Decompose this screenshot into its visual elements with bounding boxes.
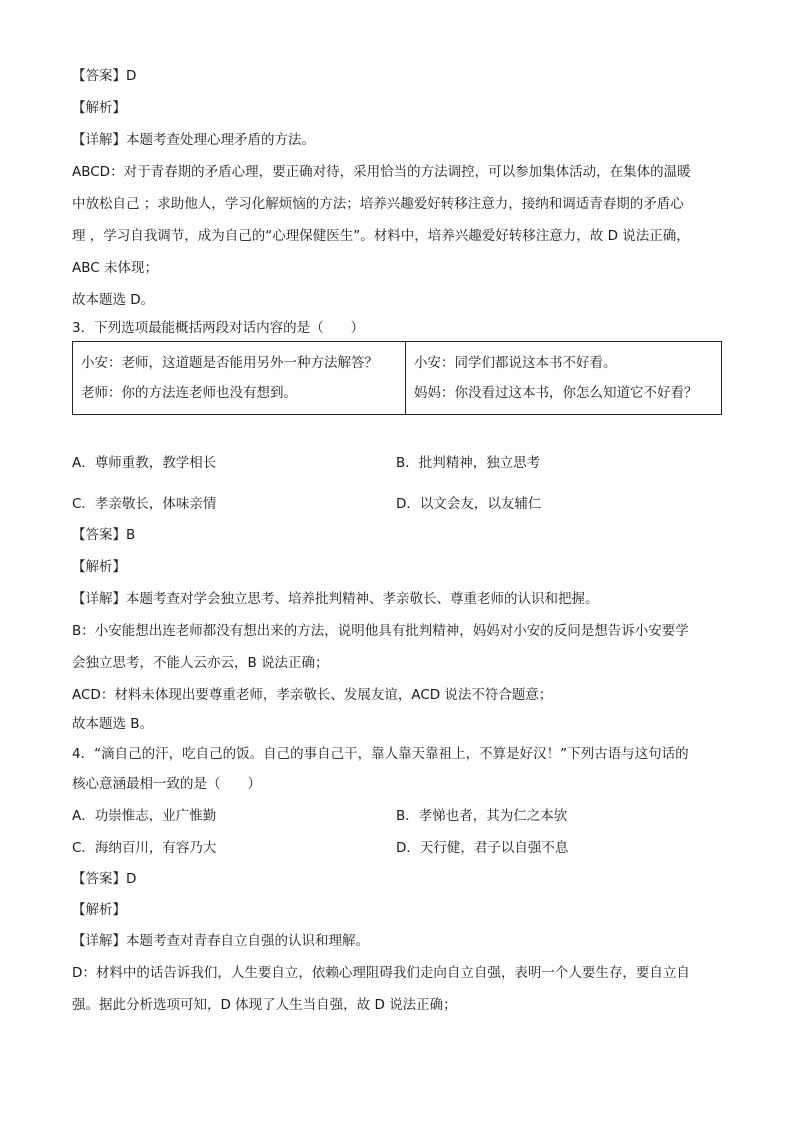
q4-stem-line: 核心意涵最相一致的是（ ） [72, 776, 261, 792]
q4-option-c: C．海纳百川，有容乃大 [72, 840, 217, 856]
q2-detail-line: 【详解】本题考查处理心理矛盾的方法。 [72, 132, 315, 148]
q4-option-a: A．功崇惟志，业广惟勤 [72, 808, 217, 824]
q3-detail-line: B：小安能想出连老师都没有想出来的方法，说明他具有批判精神，妈妈对小安的反问是想告诉小安要学 [72, 623, 689, 639]
q4-detail-line: 【详解】本题考查对青春自立自强的认识和理解。 [72, 933, 369, 949]
q3-option-c: C．孝亲敬长，体味亲情 [72, 496, 217, 512]
dialogue-line: 老师：你的方法连老师也没有想到。 [81, 385, 297, 401]
q4-option-b: B．孝悌也者，其为仁之本欤 [396, 808, 568, 824]
q4-answer: 【答案】D [72, 871, 137, 887]
dialogue-cell-mother [406, 342, 722, 415]
q4-analysis-label: 【解析】 [72, 902, 126, 918]
dialogue-line: 妈妈：你没看过这本书，你怎么知道它不好看？ [414, 385, 698, 401]
q3-detail-line: 【详解】本题考查对学会独立思考、培养批判精神、孝亲敬长、尊重老师的认识和把握。 [72, 591, 599, 607]
q3-stem: 3．下列选项最能概括两段对话内容的是（ ） [72, 320, 365, 336]
q3-detail-line: 故本题选 B。 [72, 716, 154, 732]
q3-detail-line: ACD：材料未体现出要尊重老师，孝亲敬长、发展友谊，ACD 说法不符合题意； [72, 687, 553, 703]
q3-dialogue-table [72, 341, 722, 415]
q3-analysis-label: 【解析】 [72, 559, 126, 575]
q2-answer: 【答案】D [72, 68, 137, 84]
q4-detail-line: D：材料中的话告诉我们，人生要自立，依赖心理阻碍我们走向自立自强，表明一个人要生存，要自立自 [72, 965, 690, 981]
q3-option-a: A．尊师重教，教学相长 [72, 455, 217, 471]
q3-answer: 【答案】B [72, 527, 136, 543]
q2-detail-line: 故本题选 D。 [72, 292, 155, 308]
q2-detail-line: ABCD：对于青春期的矛盾心理，要正确对待，采用恰当的方法调控，可以参加集体活动，在集体的温暖 [72, 164, 691, 180]
q2-detail-line: ABC 未体现； [72, 260, 158, 276]
q4-stem-line: 4．“滴自己的汗，吃自己的饭。自己的事自己干，靠人靠天靠祖上，不算是好汉！”下列古语与这句话的 [72, 746, 689, 762]
q2-detail-line: 中放松自己 ；求助他人，学习化解烦恼的方法；培养兴趣爱好转移注意力，接纳和调适青春期的矛盾心 [72, 196, 684, 212]
dialogue-line: 小安：同学们都说这本书不好看。 [414, 355, 617, 371]
q3-option-b: B．批判精神，独立思考 [396, 455, 541, 471]
q4-option-d: D．天行健，君子以自强不息 [396, 840, 569, 856]
q2-detail-line: 理 ，学习自我调节，成为自己的“心理保健医生”。材料中，培养兴趣爱好转移注意力，故 D 说法正确， [72, 228, 690, 244]
q2-analysis-label: 【解析】 [72, 100, 126, 116]
q3-detail-line: 会独立思考，不能人云亦云，B 说法正确； [72, 655, 329, 671]
q4-detail-line: 强。据此分析选项可知，D 体现了人生当自强，故 D 说法正确； [72, 997, 457, 1013]
q3-option-d: D．以文会友，以友辅仁 [396, 496, 542, 512]
dialogue-cell-teacher [73, 342, 406, 415]
dialogue-line: 小安：老师，这道题是否能用另外一种方法解答？ [81, 355, 378, 371]
